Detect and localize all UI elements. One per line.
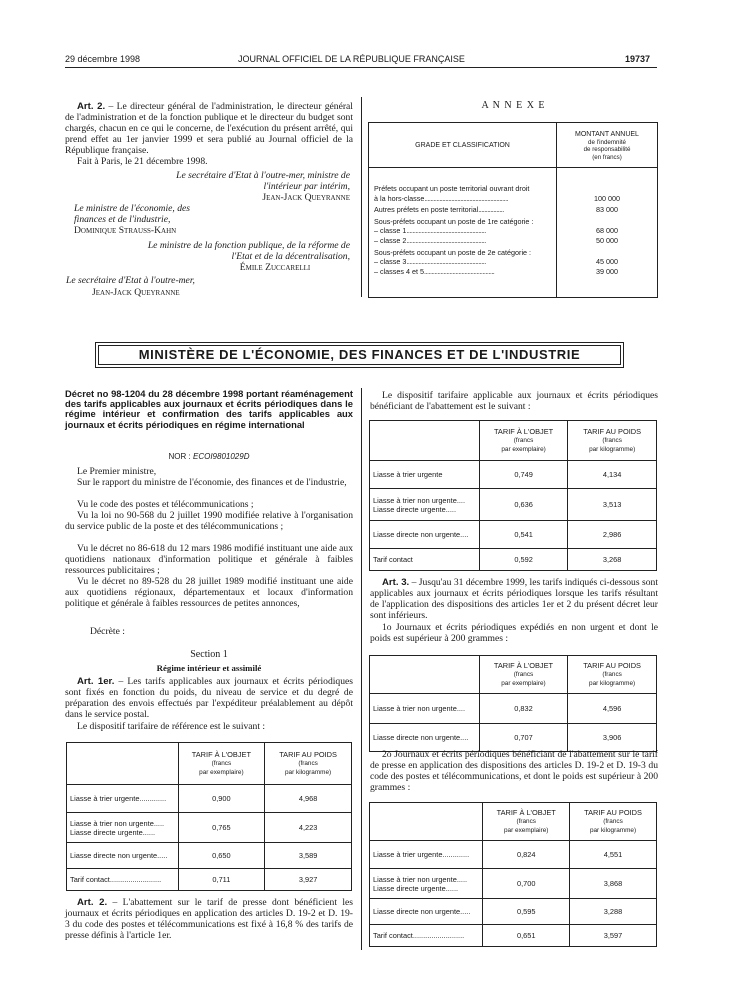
col-tarif-objet: TARIF À L'OBJET (francs par exemplaire)	[178, 743, 265, 785]
table-row: Liasse à trier urgente............. 0,900 4,968	[67, 785, 352, 813]
annexe-title: A N N E X E	[481, 100, 546, 111]
signatory-1-title: Le secrétaire d'Etat à l'outre-mer, ministre de l'intérieur par intérim,	[176, 170, 350, 192]
signatory-3-name: Émile Zuccarelli	[239, 262, 311, 273]
table-row: Tarif contact......................... 0,711 3,927	[67, 869, 352, 891]
annexe-table	[368, 122, 658, 298]
signatory-4-title: Le secrétaire d'Etat à l'outre-mer,	[66, 275, 195, 286]
decree-p3: Vu le code des postes et télécommunications ;	[77, 499, 254, 510]
annexe-col-grade: GRADE ET CLASSIFICATION	[415, 142, 510, 149]
decree-article-1-p2: Le dispositif tarifaire de référence est le suivant :	[77, 721, 266, 732]
col-tarif-poids: TARIF AU POIDS (francs par kilogramme)	[568, 421, 657, 461]
annexe-row-label: – classes 4 et 5...............................................	[374, 266, 495, 276]
table-row: Liasse à trier non urgente..... Liasse directe urgente...... 0,765 4,223	[67, 813, 352, 843]
decree-article-3-item-1: 1o Journaux et écrits périodiques expédiés en non urgent et dont le poids est supérieur à 200 grammes :	[370, 622, 658, 644]
column-divider-top	[361, 97, 362, 297]
annexe-row-value: 83 000	[596, 205, 618, 215]
table-abattement-200g-tariffs	[369, 802, 657, 947]
top-article-2	[65, 101, 353, 156]
header-rule	[65, 67, 657, 68]
signatory-2-name: Dominique Strauss-Kahn	[74, 225, 177, 236]
annexe-row-value: 68 000	[596, 226, 618, 236]
section-1-subheading: Régime intérieur et assimilé	[156, 663, 262, 673]
decree-article-1-label: Art. 1er.	[77, 676, 115, 687]
ministry-banner: MINISTÈRE DE L'ÉCONOMIE, DES FINANCES ET DE L'INDUSTRIE	[95, 342, 624, 368]
annexe-row-value: 39 000	[596, 266, 618, 276]
table-row: Liasse à trier urgente............. 0,824 4,551	[370, 841, 657, 869]
decree-article-3	[370, 577, 658, 621]
table-row: Tarif contact......................... 0,651 3,597	[370, 925, 657, 947]
table-row: Tarif contact 0,592 3,268	[370, 549, 657, 571]
table-row: Liasse directe non urgente..... 0,595 3,288	[370, 899, 657, 925]
signatory-1-name: Jean-Jack Queyranne	[262, 192, 350, 203]
annexe-values	[557, 184, 657, 276]
annexe-col-montant: MONTANT ANNUEL de l'indemnité de responsabilité (en francs)	[575, 131, 639, 161]
table-abattement-tariffs	[369, 420, 657, 571]
top-article-2-text: – Le directeur général de l'administration, le directeur général de l'administration et de la fonction publique et le directeur du budget sont chargés, chacun en ce qui le concerne, de l'exécution du présent arrêté, qui prend effet au 1er janvier 1999 et sera publié au Journal officiel de la République française.	[65, 101, 353, 156]
annexe-row-label: – classe 2.....................................................	[374, 235, 486, 245]
decree-nor: NOR : ECOI9801029D	[168, 452, 250, 461]
table-nonurgent-tariffs	[369, 655, 657, 752]
col-tarif-objet: TARIF À L'OBJET (francs par exemplaire)	[483, 803, 570, 841]
fait-a-paris: Fait à Paris, le 21 décembre 1998.	[77, 156, 208, 167]
decree-p4: Vu la loi no 90-568 du 2 juillet 1990 modifiée relative à l'organisation du service public de la poste et des télécommunications ;	[65, 510, 353, 532]
header-date: 29 décembre 1998	[65, 54, 141, 64]
table-reference-tariffs	[66, 742, 352, 891]
table-row: Liasse directe non urgente.... 0,707 3,906	[370, 724, 657, 752]
annexe-labels	[374, 184, 556, 276]
table-row: Liasse directe non urgente..... 0,650 3,589	[67, 843, 352, 869]
header-page-number: 19737	[625, 54, 651, 64]
annexe-row-value: 45 000	[596, 257, 618, 267]
decree-article-3-label: Art. 3.	[382, 577, 410, 588]
decree-decrete: Décrète :	[90, 626, 125, 637]
decree-p5: Vu le décret no 86-618 du 12 mars 1986 modifié instituant une aide aux quotidiens nationaux d'information politique et générale à faibles ressources publicitaires ;	[65, 543, 353, 576]
decree-article-2	[65, 897, 353, 941]
col-tarif-objet: TARIF À L'OBJET (francs par exemplaire)	[479, 421, 567, 461]
col-tarif-poids: TARIF AU POIDS (francs par kilogramme)	[570, 803, 657, 841]
table-row: Liasse à trier urgente 0,749 4,134	[370, 461, 657, 489]
decree-article-3-item-2: 2o Journaux et écrits périodiques bénéficiant de l'abattement sur le tarif de presse en application des dispositions des articles D. 19-2 et D. 19-3 du code des postes et télécommunications, et dont le poids est supérieur à 200 grammes :	[370, 749, 658, 793]
signatory-4-name: Jean-Jack Queyranne	[92, 287, 180, 298]
annexe-row-label: à la hors-classe........................................................	[374, 193, 509, 203]
decree-title: Décret no 98-1204 du 28 décembre 1998 portant réaménagement des tarifs applicables aux journaux et écrits périodiques dans le régime intérieur et confirmation des tarifs applicables aux journaux et écrits périodiques en régime international	[65, 388, 353, 430]
decree-article-3-text: – Jusqu'au 31 décembre 1999, les tarifs indiqués ci-dessous sont applicables aux journaux et écrits périodiques lorsque les tarifs résultant de l'application des dispositions des articles 1er et 2 du présent décret leur sont inférieurs.	[370, 577, 658, 621]
annexe-row-value: 50 000	[596, 235, 618, 245]
annexe-row-label: – classe 3.....................................................	[374, 257, 486, 267]
table-row: Liasse à trier non urgente.... 0,832 4,596	[370, 694, 657, 724]
decree-article-2-text: – L'abattement sur le tarif de presse dont bénéficient les journaux et écrits périodiques en application des articles D. 19-2 et D. 19-3 du code des postes et télécommunications est fixé à 16,8 % des tarifs de presse définis à l'article 1er.	[65, 897, 353, 941]
table-row: Liasse directe non urgente.... 0,541 2,986	[370, 521, 657, 549]
decree-p6: Vu le décret no 89-528 du 28 juillet 1989 modifié instituant une aide aux quotidiens régionaux, départementaux et locaux d'information politique et générale à faibles ressources de petites annonces,	[65, 576, 353, 609]
column-divider-bottom	[361, 388, 362, 950]
annexe-row-label: Préfets occupant un poste territorial ouvrant droit	[374, 184, 530, 193]
decree-p1: Le Premier ministre,	[77, 466, 157, 477]
annexe-row-label: Sous-préfets occupant un poste de 1re catégorie :	[374, 216, 534, 226]
col-tarif-objet: TARIF À L'OBJET (francs par exemplaire)	[479, 656, 568, 694]
top-article-2-label: Art. 2.	[77, 101, 106, 112]
header-journal: JOURNAL OFFICIEL DE LA RÉPUBLIQUE FRANÇAISE	[238, 54, 465, 64]
right-intro: Le dispositif tarifaire applicable aux journaux et écrits périodiques bénéficiant de l'abattement est le suivant :	[370, 390, 658, 412]
col-tarif-poids: TARIF AU POIDS (francs par kilogramme)	[568, 656, 657, 694]
section-1-heading: Section 1	[190, 649, 228, 660]
annexe-row-label: Autres préfets en poste territorial.................	[374, 205, 504, 215]
annexe-row-value: 100 000	[594, 193, 620, 203]
annexe-row-label: – classe 1.....................................................	[374, 226, 486, 236]
decree-article-2-label: Art. 2.	[77, 897, 108, 908]
table-row: Liasse à trier non urgente..... Liasse directe urgente...... 0,700 3,868	[370, 869, 657, 899]
table-row: Liasse à trier non urgente.... Liasse directe urgente..... 0,636 3,513	[370, 489, 657, 521]
decree-p2: Sur le rapport du ministre de l'économie, des finances et de l'industrie,	[77, 477, 347, 488]
decree-article-1	[65, 676, 353, 720]
decree-nor-value: ECOI9801029D	[192, 452, 250, 461]
decree-article-1-text: – Les tarifs applicables aux journaux et écrits périodiques sont fixés en fonction du poids, du niveau de service et du degré de préparation des envois effectués par l'expéditeur préalablement au dépôt dans le service postal.	[65, 676, 353, 720]
col-tarif-poids: TARIF AU POIDS (francs par kilogramme)	[265, 743, 352, 785]
signatory-3-title: Le ministre de la fonction publique, de la réforme de l'Etat et de la décentralisation,	[147, 240, 350, 262]
signatory-2-title: Le ministre de l'économie, des finances et de l'industrie,	[74, 203, 190, 225]
annexe-row-label: Sous-préfets occupant un poste de 2e catégorie :	[374, 247, 532, 257]
